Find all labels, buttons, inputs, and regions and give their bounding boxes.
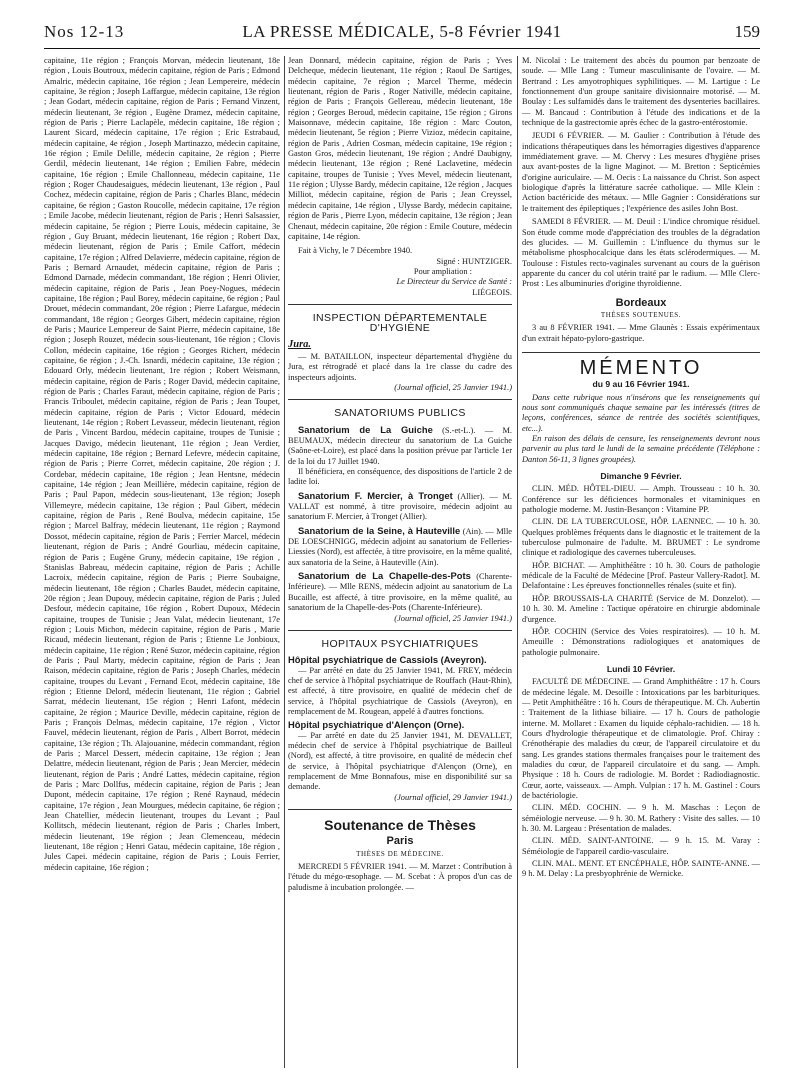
sana1-text2: Il bénéficiera, en conséquence, des dispositions de l'article 2 de ladite loi. (288, 467, 512, 487)
jeudi-theses: JEUDI 6 FÉVRIER. — M. Gaulier : Contribution à l'étude des indications thérapeutiques dans les hémorragies digestives d'apparence immédiatement grave. — M. Chervy : Les mesures d'hygiène prises aux avant-postes de la ligne Maginot. — M. Bretton : Septicémies d'origine auriculaire. — M. Oecis : La naissance du Christ. Son aspect biologique d'après la littérature sacrée catholique. — Mlle Klein : Action bactéricide des métaux. — Mlle Gagnier : Considérations sur le traitement des épileptiques ; l'expérience des asiles John Bost. (522, 131, 760, 213)
section-rule (288, 809, 512, 810)
subsection-jura: Jura. (288, 338, 312, 350)
lundi-item: CLIN. MAL. MENT. ET ENCÉPHALE, HÔP. SAINTE-ANNE. — 9 h. M. Delay : La presbyophrénie de Wernicke. (522, 859, 760, 879)
column-right (522, 56, 760, 1071)
section-rule (522, 352, 760, 353)
journal-title: LA PRESSE MÉDICALE, 5-8 Février 1941 (242, 22, 562, 41)
bordeaux-subtitle: THÈSES SOUTENUES. (600, 310, 682, 319)
section-rule (288, 304, 512, 305)
jura-text: — M. BATAILLON, inspecteur départemental d'hygiène du Jura, est rétrogradé et placé dans la 1re classe du cadre des inspecteurs adjoints. (288, 351, 512, 382)
sana1-head: Sanatorium de La Guiche (298, 423, 433, 435)
section-title-inspection: INSPECTION DÉPARTEMENTALE D'HYGIÈNE (312, 311, 488, 335)
sana1-text: — M. BEUMAUX, médecin directeur du sanatorium de La Guiche (Saône-et-Loire), est placé dans la position prévue par l'article 1er de la loi du 17 Juillet 1940. (288, 425, 512, 466)
dimanche-item: CLIN. DE LA TUBERCULOSE, HÔP. LAENNEC. — 10 h. 30. Quelques problèmes fréquents dans le diagnostic et le traitement de la tuberculose pulmonaire de l'adulte. M. BRUMET : Le syndrome clinique et radiologique des cavernes tuberculeuses. (522, 517, 760, 558)
dimanche-heading: Dimanche 9 Février. (600, 471, 682, 482)
page-header (44, 18, 760, 49)
section-title-theses: Soutenance de Thèses (324, 817, 476, 833)
issue-number: Nos 12-13 (44, 22, 125, 41)
lundi-heading: Lundi 10 Février. (606, 663, 676, 674)
hop-source: (Journal officiel, 29 Janvier 1941.) (394, 792, 512, 802)
page-number: 159 (734, 22, 760, 41)
sana1-loc: (S.-et-L.). (442, 425, 476, 435)
memento-title: MÉMENTO (579, 356, 703, 379)
hop2-text: — Par arrêté en date du 25 Janvier 1941, M. DEVALLET, médecin chef de service à l'hôpital psychiatrique de Bailleul (Nord), est affecté, à titre provisoire, en qualité de médecin chef de service, à l'hôpital psychiatrique d'Alençon (Orne), en remplacement de Mme Bonnafous, mise en disponibilité sur sa demande. (288, 730, 512, 792)
dimanche-item: HÔP. COCHIN (Service des Voies respiratoires). — 10 h. M. Ameuille : Démonstrations radiologiques et anatomiques de pathologie pulmonaire. (522, 626, 760, 657)
dimanche-item: HÔP. BICHAT. — Amphithéâtre : 10 h. 30. Cours de pathologie médicale de la Faculté de Médecine [Prof. Pasteur Vallery-Radot]. M. Delafontaine : Les épreuves fonctionnelles rénales (suite et fin). (522, 560, 760, 591)
samedi-theses: SAMEDI 8 FÉVRIER. — M. Deuil : L'indice chromique résiduel. Son étude comme mode d'appréciation des troubles de la dégradation des glucides. — M. Guillemin : L'influence du thymus sur le métabolisme phosphocalcique dans les états sclérodermiques. — M. Toulouse : Fistules recto-vaginales survenant au cours de la guérison apparente du cancer du col utérin traité par le radium. — Mlle Clerc-Prost : Les albuminuries d'origine thyroïdienne. (522, 217, 760, 289)
memento-intro-2: En raison des délais de censure, les renseignements devront nous parvenir au plus tard le lundi de la semaine précédente (Téléphone : Danton 56-11, 3 lignes groupées). (522, 434, 760, 464)
section-rule (288, 399, 512, 400)
sana4-loc: (Charente-Inférieure). (288, 572, 512, 592)
signoff-role: Le Directeur du Service de Santé : (396, 277, 512, 287)
section-rule (288, 630, 512, 631)
sana4-text: — Mlle RENS, médecin adjoint au sanatorium de La Bucaille, est affecté, à titre provisoire, en la même qualité, au sanatorium de la Chapelle-des-Pots (Charente-Inférieure). (288, 582, 512, 613)
bordeaux-text: 3 au 8 FÉVRIER 1941. — Mme Glaunès : Essais expérimentaux d'un extrait hépato-pyloro-gastrique. (522, 323, 760, 343)
sana2-loc: (Allier). (457, 491, 485, 501)
sana4-head: Sanatorium de La Chapelle-des-Pots (298, 570, 471, 582)
signoff-ampliation: Pour ampliation : (413, 266, 472, 276)
sana3-text: — Mlle DE LOESCHNIGG, médecin adjoint au sanatorium de Felleries-Liessies (Nord), est affectée, à titre provisoire, en la même qualité, aux sanatoria de la Seine, à Hauteville (Ain). (288, 526, 512, 567)
memento-dates: du 9 au 16 Février 1941. (592, 379, 690, 390)
signoff-signed: Signé : HUNTZIGER. (436, 256, 512, 266)
column-middle (288, 56, 512, 1071)
sana3-loc: (Ain). (462, 526, 483, 536)
signoff-place: Fait à Vichy, le 7 Décembre 1940. (298, 246, 413, 256)
dimanche-item: HÔP. BROUSSAIS-LA CHARITÉ (Service de M. Donzelot). — 10 h. 30. M. Ameline : Tactique opératoire en chirurgie abdominale d'urgence. (522, 593, 760, 624)
theses-text: MERCREDI 5 FÉVRIER 1941. — M. Marzet : Contribution à l'étude du mégo-œsophage. — M. Scebat : À propos d'un cas de paludisme à incubation prolongée. — (288, 862, 512, 892)
promotion-list-continued: Jean Donnard, médecin capitaine, région de Paris ; Yves Delcheque, médecin lieutenant, 11e région ; Raoul De Sartiges, médecin capitaine, 7e région ; Marcel Therme, médecin lieutenant, région de Paris , Roger Nativille, médecin capitaine, région de Paris ; François Gellereau, médecin lieutenant, 18e région ; Georges Beroud, médecin capitaine, 15e région ; Girons Maisonnave, médecin capitaine, 18e région : Marc Couton, médecin lieutenant, 5e région ; Pierre Vizioz, médecin capitaine, région de Paris , Adrien Cosman, médecin capitaine, 19e région ; Gaston Gros, médecin lieutenant, 19e région ; André Daubigny, médecin lieutenant, 13e région ; René Laclavetine, médecin capitaine, troupes de Tunisie ; Yves Mevel, médecin lieutenant, 11e région ; Ulysse Bardy, médecin capitaine, 12e région , Jacques Milliot, médecin capitaine, région de Paris ; Jean Creyssel, médecin capitaine, 14e région , Ulysse Bardy, médecin capitaine, région de Paris , Pierre Lyon, médecin capitaine, 13e région ; Jean Chenaut, médecin capitaine, 20e région : Emile Couture, médecin capitaine, 14e région. (288, 56, 512, 241)
sana3-head: Sanatorium de la Seine, à Hauteville (298, 524, 461, 536)
hop2-head: Hôpital psychiatrique d'Alençon (Orne). (288, 719, 465, 731)
lundi-item: CLIN. MÉD. SAINT-ANTOINE. — 9 h. 15. M. Varay : Séméiologie de l'appareil cardio-vasculaire. (522, 836, 760, 856)
theses-continued: M. Nicolaï : Le traitement des abcès du poumon par benzoate de soude. — Mlle Lang : Tumeur masculinisante de l'ovaire. — M. Bertrand : Les amyotrophiques syphilitiques. — M. Lartigue : Le fonctionnement d'un groupe sanitaire divisionnaire motorisé. — M. Boulay : Les sulfamidés dans le traitement des dysenteries bacillaires. — M. Bancaud : Contribution à l'étude des indications et de la technique de la gastrectomie après échec de la gastro-entérostomie. (522, 56, 760, 128)
promotion-list: capitaine, 11e région ; François Morvan, médecin lieutenant, 18e région , Louis Boutroux, médecin capitaine, région de Paris ; Edmond Amalric, médecin capitaine, 16e région ; Jean Lempereire, médecin capitaine, 3e région ; Joseph Laffargue, médecin capitaine, 13e région ; Jean Godart, médecin capitaine, région de Paris ; Fernand Vinzent, médecin lieutenant, 3e région , Eugène Dramez, médecin capitaine, région de Paris ; Pierre Laclapèle, médecin capitaine, 18e région ; Laurent Sicard, médecin capitaine, 17e région ; Eric Estrabaud, médecin capitaine, 4e région , Joseph Martinazzo, médecin capitaine, 16e région ; Emile Delille, médecin capitaine, 2e région ; Pierre Gerdil, médecin lieutenant, 14e région ; Emilien Fabre, médecin capitaine, 16e région ; Emile Challonneau, médecin capitaine, 11e région ; Roger Chaudesaigues, médecin lieutenant, 13e région , Paul Cochez, médecin capitaine, région de Paris ; Charles Blanc, médecin capitaine, 6e région ; Gaston Roucolle, médecin capitaine, 17e région ; Emile Jacobe, médecin lieutenant, région de Paris ; Henri Salsassier, médecin capitaine, 5e région ; Pierre Louis, médecin capitaine, 3e région , Guy Bruant, médecin lieutenant, 16e région ; Robert Dax, médecin lieutenant, région de Paris ; Emile Caffort, médecin capitaine, 17e région ; Alfred Delavierre, médecin capitaine, région de Paris ; Bernard Arnaudet, médecin capitaine, région de Paris ; Edmond Darnade, médecin commandant, 18e région ; Henri Olivier, médecin capitaine, région de Paris , Jean Poey-Nogues, médecin capitaine, 18e région ; Paul Borey, médecin capitaine, 6e région ; Paul Drouet, médecin commandant, 20e région ; Pierre Lafargue, médecin commandant, 18e région ; Georges Gibert, médecin capitaine, région de Paris ; Maurice Lempereur de Saint Pierre, médecin capitaine, 18e région ; Joseph Rouzet, médecin sous-lieutenant, 16e région ; Clovis Collon, médecin capitaine, 16e région ; Georges Richert, médecin capitaine, 6e région ; J.-Ch. Isnardi, médecin capitaine, 13e région ; Edouard Orly, médecin lieutenant, 1re région ; Robert Weismann, médecin capitaine, région de Paris ; Roger David, médecin capitaine, région de Paris ; Charles Faraut, médecin capitaine, région de Paris ; Francis Triboulet, médecin capitaine, région de Paris ; Jean Toupet, médecin capitaine, région de Paris ; Victor Edouard, médecin lieutenant, 14e région ; Robert Levasseur, médecin lieutenant, région de Paris , Vincent Bardou, médecin capitaine, troupes de Tunisie ; Jacques Davigo, médecin lieutenant, 11e région ; Jean Verdier, médecin capitaine, 18e région ; Bernard Lefevre, médecin capitaine, région de Paris ; Pierre Corret, médecin capitaine, 20e région ; J. Cordebar, médecin capitaine, 18e région ; Jean Hentsne, médecin capitaine, 14e région ; Jean Meillière, médecin capitaine, région de Paris ; Paul Papon, médecin sous-lieutenant, 13e région; Joseph Villemeyre, médecin capitaine, 13e région ; Paul Gibert, médecin capitaine, région de Paris , René Boulva, médecin capitaine, 15e région ; Marcel Balfray, médecin lieutenant, 11e région ; Raymond Dossot, médecin capitaine, région de Paris ; Ferrier Marcel, médecin lieutenant, région de Paris ; André Gourliau, médecin capitaine, région de Paris ; Eugène Gruny, médecin capitaine, 19e région , Stanislas Babreau, médecin capitaine, région de Paris ; Achille Lacroix, médecin capitaine, région de Paris ; Pierre Soubaigne, médecin lieutenant, 18e région ; Charles Baudet, médecin capitaine, 20e région ; Jean Dupouy, médecin capitaine, région de Paris ; Juled Desfour, médecin capitaine, 16e région , Robert Dupoux, Médecin capitaine, troupes de Tunisie ; Jean Valat, médecin lieutenant, 17e région ; Louis Michon, médecin capitaine, région de Paris , Marie Ricaud, médecin lieutenant, région de Paris ; Etienne Le Jonbioux, médecin capitaine, 11e région ; René Suzor, médecin capitaine, région de Paris ; Paul Marty, médecin capitaine, région de Paris ; Jean Raison, médecin capitaine, région de Paris ; Joseph Charles, médecin capitaine, troupes du Levant , Fernand Ecot, médecin capitaine, 18e région ; Etienne Delord, médecin lieutenant, 11e région ; Gabriel Sarrat, médecin lieutenant, 15e région ; Henri Lafont, médecin capitaine, 2e région ; Maurice Deville, médecin capitaine, région de Paris ; François Delmas, médecin capitaine, 17e région , Victor Fauvel, médecin lieutenant, région de Paris , Albert Borrot, médecin capitaine, 13e région ; Th. Alajouanine, médecin commandant, région de Paris ; Marcel Dessert, médecin capitaine, 13e région ; Jean Delattre, médecin lieutenant, région de Paris ; Jean Mercier, médecin lieutenant, région de Paris ; André Lattes, médecin capitaine, région de Paris ; Marc Dollfus, médecin capitaine, région de Paris ; Jean Dupont, médecin capitaine, 17e région ; René Raynaud, médecin capitaine, 17e région , Jean Mourgues, médecin capitaine, 6e région ; Jean Chatellier, médecin lieutenant, troupes du Levant ; Paul Kollitsch, médecin lieutenant, région de Paris ; Charles Imbert, médecin lieutenant, 19e région ; Jean Clemenceau, médecin lieutenant, 18e région ; Henri Gatau, médecin capitaine, 18e région , Jules Capei. médecin capitaine, région de Paris ; Louis Ferrier, médecin capitaine, 16e région ; (44, 56, 280, 872)
sana-source: (Journal officiel, 25 Janvier 1941.) (394, 613, 512, 623)
bordeaux-title: Bordeaux (615, 296, 667, 309)
jura-source: (Journal officiel, 25 Janvier 1941.) (394, 382, 512, 392)
theses-city: Paris (386, 835, 414, 848)
lundi-item: CLIN. MÉD. COCHIN. — 9 h. M. Maschas : Leçon de séméiologie nerveuse. — 9 h. 30. M. Rathery : Visite des salles. — 10 h. 30. M. Largeau : Présentation de malades. (522, 803, 760, 834)
section-title-hopitaux: HOPITAUX PSYCHIATRIQUES (321, 637, 479, 650)
signoff-name: LIÉGEOIS. (472, 287, 512, 297)
column-divider (284, 56, 285, 1068)
hop1-text: — Par arrêté en date du 25 Janvier 1941, M. FREY, médecin chef de service à l'hôpital psychiatrique de Rouffach (Haut-Rhin), est affecté, à titre provisoire, en qualité de médecin chef de service, à l'hôpital psychiatrique de Cassiols (Aveyron), en remplacement de M. Rougean, appelé à d'autres fonctions. (288, 665, 512, 716)
hop1-head: Hôpital psychiatrique de Cassiols (Aveyron). (288, 654, 487, 666)
column-left (44, 56, 280, 1071)
dimanche-item: CLIN. MÉD. HÔTEL-DIEU. — Amph. Trousseau : 10 h. 30. Conférence sur les déficiences hormonales et vitaminiques en pathologie moderne. M. Justin-Besançon : Vitamine PP. (522, 484, 760, 515)
column-divider (517, 56, 518, 1068)
memento-intro: Dans cette rubrique nous n'insérons que les renseignements qui nous sont communiqués chaque semaine par les intéressés (titres de leçons, conférences, séance de rentrée des sociétés scientifiques, etc...). (522, 392, 760, 433)
sana2-head: Sanatorium F. Mercier, à Tronget (298, 489, 453, 501)
sana2-text: — M. VALLAT est nommé, à titre provisoire, médecin adjoint au sanatorium F. Mercier, à Tronget (Allier). (288, 491, 512, 522)
section-title-sanatoriums: SANATORIUMS PUBLICS (334, 407, 466, 420)
lundi-item: FACULTÉ DE MÉDECINE. — Grand Amphithéâtre : 17 h. Cours de médecine légale. M. Desoille : Intoxications par les barbituriques. — Petit Amphithéâtre : 16 h. Cours de thérapeutique. M. Ch. Aubertin : Traitement de la lithiase biliaire. — 17 h. Cours de pathologie interne. M. Mollaret : Examen du liquide céphalo-rachidien. — 18 h. Cours d'hydrologie thérapeutique et de climatologie. Prof. Chiray : Crénothérapie des maladies du cœur, de l'appareil circulatoire et du sang. Les grandes stations thermales françaises pour le traitement des maladies du cœur, de l'appareil circulatoire et du sang. — Amph. Physique : 18 h. Cours de radiologie. M. Bordet : Radiodiagnostic. Cœur, aorte, vaisseaux. — Amph. Vulpian : 17 h. M. Gastinel : Cours de bactériologie. (522, 677, 760, 800)
theses-subtitle: THÈSES DE MÉDECINE. (356, 849, 444, 858)
